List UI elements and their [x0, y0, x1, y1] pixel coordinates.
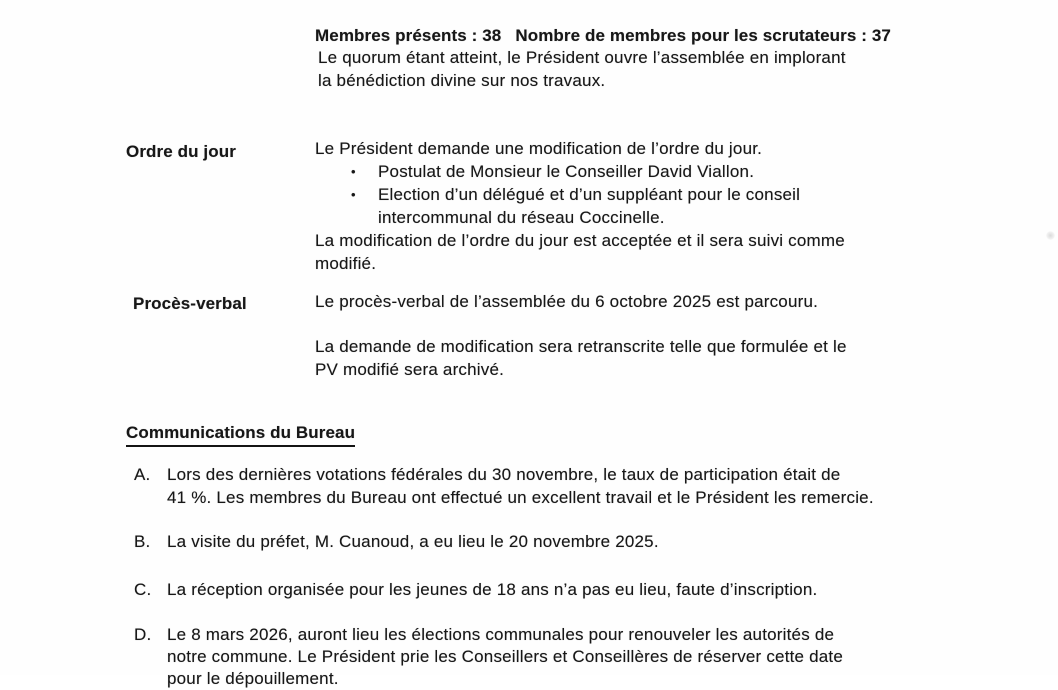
bullet-icon: • — [351, 164, 356, 179]
scan-artifact — [1046, 231, 1055, 240]
item-line: notre commune. Le Président prie les Conseillers et Conseillères de réserver cette date — [167, 647, 844, 666]
item-line-clipped: pour le dépouillement. — [167, 669, 339, 688]
item-letter: C. — [134, 580, 152, 599]
item-line: La réception organisée pour les jeunes de 18 ans n’a pas eu lieu, faute d’inscription. — [167, 580, 818, 599]
agenda-bullet-item — [351, 183, 845, 229]
bullet-icon: • — [351, 187, 356, 202]
quorum-line: Le quorum étant atteint, le Président ouvre l’assemblée en implorant — [318, 48, 846, 67]
minutes-amendment-line: PV modifié sera archivé. — [315, 360, 505, 379]
quorum-paragraph — [318, 46, 846, 92]
minutes-section-label: Procès-verbal — [133, 294, 247, 313]
agenda-section-label: Ordre du jour — [126, 142, 236, 161]
item-line: La visite du préfet, M. Cuanoud, a eu lieu le 20 novembre 2025. — [167, 532, 659, 551]
item-text — [167, 578, 817, 601]
members-present-count: Membres présents : 38 — [315, 26, 502, 45]
item-line: Le 8 mars 2026, auront lieu les élections communales pour renouveler les autorités de — [167, 625, 835, 644]
minutes-review-line: Le procès-verbal de l’assemblée du 6 octobre 2025 est parcouru. — [315, 292, 819, 311]
agenda-outcome-line: La modification de l’ordre du jour est acceptée et il sera suivi comme — [315, 231, 845, 250]
communication-item-c — [134, 578, 817, 601]
item-letter: D. — [134, 625, 152, 644]
agenda-bullet-line: Election d’un délégué et d’un suppléant pour le conseil — [378, 185, 801, 204]
agenda-intro-line: Le Président demande une modification de l’ordre du jour. — [315, 139, 763, 158]
item-text — [167, 624, 843, 690]
communications-heading-text: Communications du Bureau — [126, 421, 355, 447]
minutes-amendment-line: La demande de modification sera retranscrite telle que formulée et le — [315, 337, 847, 356]
agenda-bullet-item — [351, 160, 845, 183]
quorum-line: la bénédiction divine sur nos travaux. — [318, 71, 606, 90]
item-text — [167, 530, 659, 553]
item-line: Lors des dernières votations fédérales du 30 novembre, le taux de participation était de — [167, 465, 841, 484]
item-letter: B. — [134, 532, 151, 551]
agenda-bullet-text: Postulat de Monsieur le Conseiller David Viallon. — [378, 162, 755, 181]
communication-item-d — [134, 624, 843, 690]
communication-item-a — [134, 463, 874, 509]
minutes-amendment-paragraph — [315, 335, 847, 381]
item-line: 41 %. Les membres du Bureau ont effectué un excellent travail et le Président les remercie. — [167, 488, 874, 507]
communications-heading — [126, 421, 355, 447]
agenda-bullet-line: intercommunal du réseau Coccinelle. — [378, 208, 665, 227]
members-present-line — [315, 24, 891, 47]
agenda-content — [315, 137, 845, 275]
scrutineers-count: Nombre de membres pour les scrutateurs : 37 — [515, 26, 891, 45]
agenda-bullet-text — [378, 183, 800, 229]
agenda-outcome-line: modifié. — [315, 254, 377, 273]
item-text — [167, 463, 874, 509]
communication-item-b — [134, 530, 659, 553]
item-letter: A. — [134, 465, 151, 484]
